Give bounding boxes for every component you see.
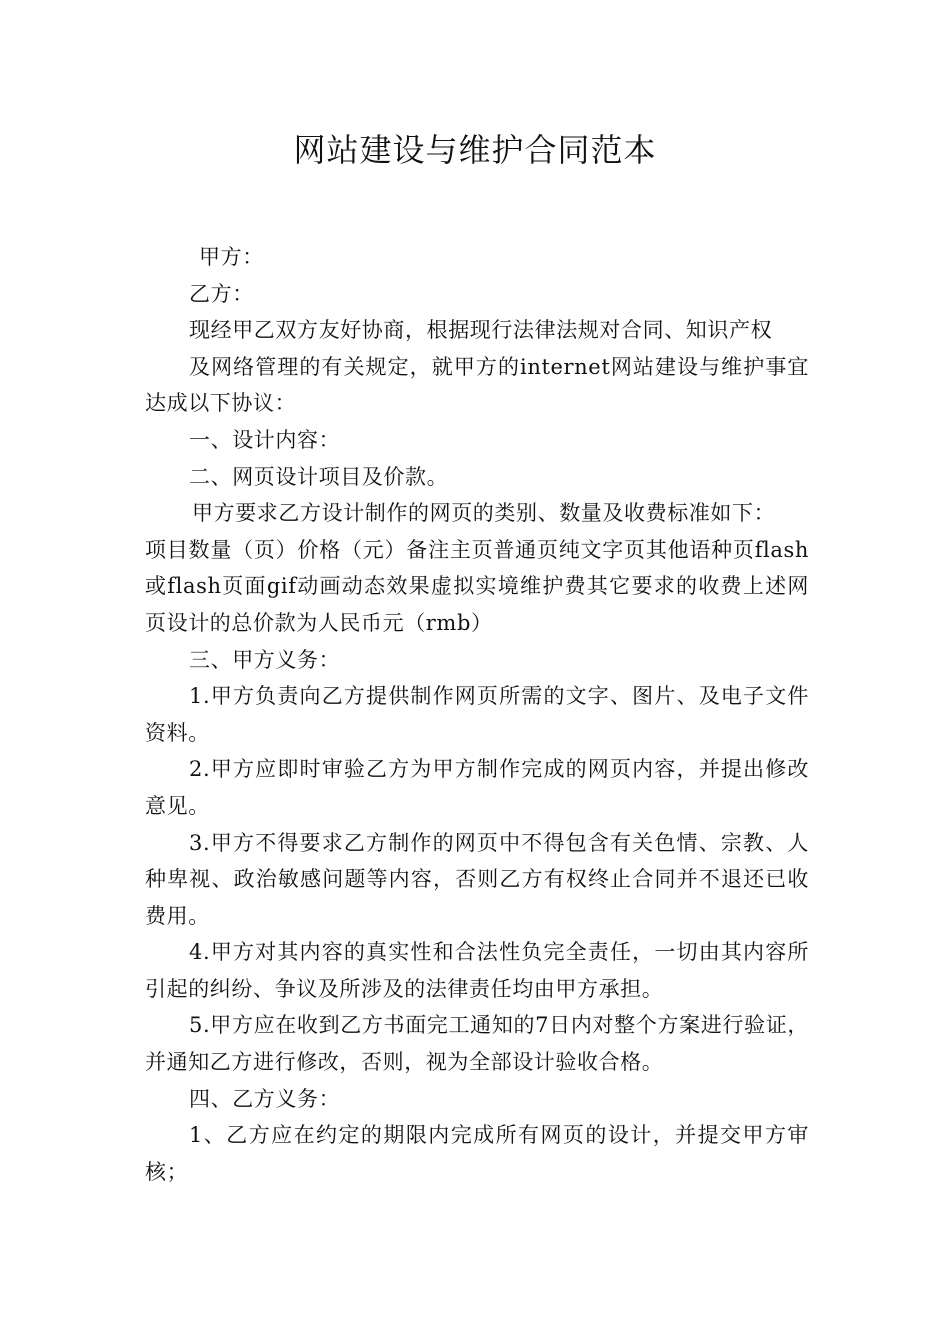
section-heading-pricing: 二、网页设计项目及价款。 <box>189 464 449 489</box>
party-a-obligation-1: 1.甲方负责向乙方提供制作网页所需的文字、图片、及电子文件资料。 <box>145 684 809 745</box>
intro-line-2: 及网络管理的有关规定，就甲方的internet网站建设与维护事宜达成以下协议： <box>145 354 809 416</box>
document-body <box>145 239 809 1190</box>
intro-line-1: 现经甲乙双方友好协商，根据现行法律法规对合同、知识产权 <box>189 318 773 343</box>
pricing-paragraph-1: 甲方要求乙方设计制作的网页的类别、数量及收费标准如下： <box>192 501 776 526</box>
party-a-obligation-3: 3.甲方不得要求乙方制作的网页中不得包含有关色情、宗教、人种卑视、政治敏感问题等内容，否则乙方有权终止合同并不退还已收费用。 <box>145 830 809 928</box>
pricing-paragraph-2: 项目数量（页）价格（元）备注主页普通页纯文字页其他语种页flash或flash页面gif动画动态效果虚拟实境维护费其它要求的收费上述网页设计的总价款为人民币元（rmb） <box>145 537 809 635</box>
section-heading-party-a-obligations: 三、甲方义务： <box>189 647 341 672</box>
party-a-line: 甲方： <box>199 245 264 269</box>
party-a-obligation-2: 2.甲方应即时审验乙方为甲方制作完成的网页内容，并提出修改意见。 <box>145 757 809 818</box>
party-b-line: 乙方： <box>189 281 254 306</box>
document-title: 网站建设与维护合同范本 <box>293 131 657 169</box>
party-a-obligation-5: 5.甲方应在收到乙方书面完工通知的7日内对整个方案进行验证，并通知乙方进行修改，否则，视为全部设计验收合格。 <box>145 1013 809 1075</box>
party-a-obligation-4: 4.甲方对其内容的真实性和合法性负完全责任，一切由其内容所引起的纠纷、争议及所涉及的法律责任均由甲方承担。 <box>145 940 809 1001</box>
section-heading-party-b-obligations: 四、乙方义务： <box>189 1086 341 1111</box>
section-heading-design: 一、设计内容： <box>189 427 341 452</box>
party-b-obligation-1: 1、乙方应在约定的期限内完成所有网页的设计，并提交甲方审核； <box>145 1123 809 1184</box>
